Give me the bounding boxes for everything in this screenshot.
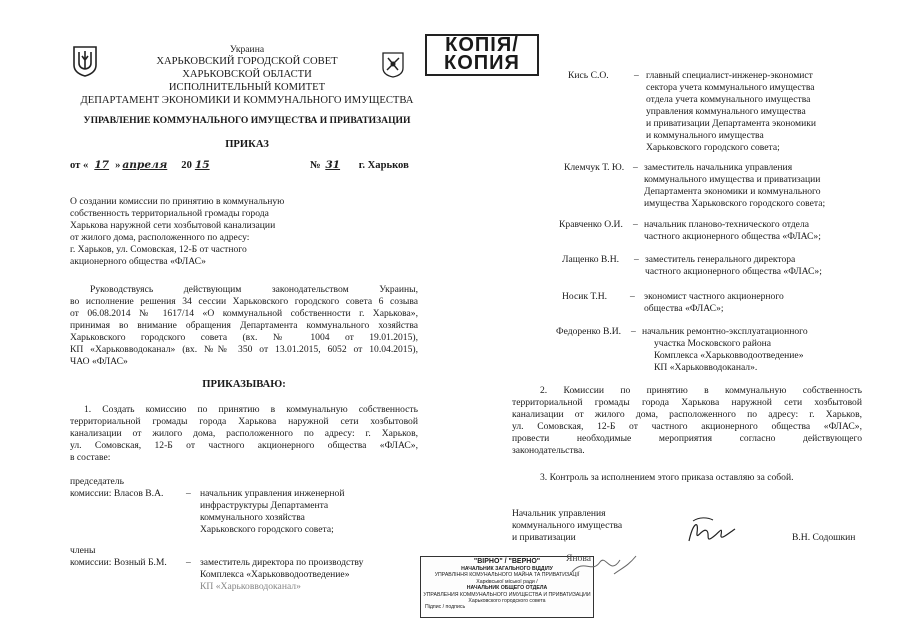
certify-stamp-line: НАЧАЛЬНИК ЗАГАЛЬНОГО ВІДДІЛУ (461, 566, 553, 572)
certify-stamp-line: "ВІРНО" / "ВЕРНО" (473, 558, 541, 565)
date-from: от « (70, 160, 89, 171)
header-country: Украина (229, 44, 265, 55)
item-2-line: ул. Сомовская, 12-Б от частного акционерного общества «ФЛАС», (512, 421, 862, 432)
member-dash: – (634, 70, 639, 81)
member-position-line: и коммунального имущества (646, 130, 764, 141)
header-department: ДЕПАРТАМЕНТ ЭКОНОМИКИ И КОММУНАЛЬНОГО ИМУЩЕСТВА (80, 95, 414, 106)
signature-title-line: и приватизации (512, 532, 576, 543)
header-office: УПРАВЛЕНИЕ КОММУНАЛЬНОГО ИМУЩЕСТВА И ПРИВАТИЗАЦИИ (83, 115, 411, 126)
preamble-line: от 06.08.2014 № 1617/14 «О коммунальной собственности г. Харькова», (70, 308, 418, 319)
date-line (70, 159, 213, 172)
preamble-line: во исполнение решения 34 сессии Харьковского городского совета 6 созыва (70, 296, 418, 307)
member-position-line: сектора учета коммунального имущества (646, 82, 815, 93)
member-name: Федоренко В.И. (556, 326, 622, 337)
member-position-line: управления коммунального имущества (646, 106, 806, 117)
subject-line: от жилого дома, расположенного по адресу: (70, 232, 250, 243)
number-value: 31 (325, 159, 341, 171)
member-position-line: частного акционерного общества «ФЛАС»; (644, 231, 821, 242)
member-position (200, 557, 363, 593)
item-2 (512, 385, 862, 457)
preamble-line: принимая во внимание обращения Департамента коммунального хозяйства (70, 320, 418, 331)
doc-type: ПРИКАЗ (225, 139, 269, 150)
order-number (310, 159, 409, 172)
handwritten-signature-icon (683, 515, 743, 549)
item-1-line: 1. Создать комиссию по принятию в коммунальную собственность (84, 404, 418, 415)
signatory-name: В.Н. Содошкин (792, 532, 856, 543)
order-heading: ПРИКАЗЫВАЮ: (202, 379, 286, 390)
subject-line: Харькова наружной сети хозбытовой канализации (70, 220, 276, 231)
member-dash: – (633, 162, 638, 173)
member-position-line: начальник планово-технического отдела (644, 219, 809, 230)
preamble-line: Харьковского городского совета (вх. № 1004 от 19.01.2015), (70, 332, 418, 343)
chair-position-line: начальник управления инженерной (200, 488, 345, 499)
member-position-line: Комплекса «Харьковводоотведение» (200, 569, 350, 580)
item-1-line: в составе: (70, 452, 111, 463)
member-name: Кись С.О. (568, 70, 609, 81)
item-2-line: провести необходимые мероприятия согласно действующего (512, 433, 862, 444)
members-label: члены (70, 545, 96, 556)
member-position-line: заместитель начальника управления (644, 162, 793, 173)
member-dash: – (633, 219, 638, 230)
member-position-line: заместитель генерального директора (645, 254, 796, 265)
subject-block (70, 196, 284, 268)
member-position-line: КП «Харьковводоканал». (654, 362, 758, 373)
member-position-line: участка Московского района (654, 338, 772, 349)
member-position-line: заместитель директора по производству (200, 557, 364, 568)
member-name: Клемчук Т. Ю. (564, 162, 625, 173)
member-position-line: КП «Харьковводоканал» (200, 581, 301, 592)
certify-signature-icon (570, 552, 640, 578)
member-position-line: общества «ФЛАС»; (644, 303, 724, 314)
certify-stamp-line: УПРАВЛІННЯ КОМУНАЛЬНОГО МАЙНА ТА ПРИВАТИЗАЦІЇ (434, 572, 580, 579)
member-name: Кравченко О.И. (559, 219, 623, 230)
member-position-line: отдела учета коммунального имущества (646, 94, 811, 105)
certify-stamp-line: НАЧАЛЬНИК ОБЩЕГО ОТДЕЛА (466, 585, 548, 592)
subject-line: О создании комиссии по принятию в коммунальную (70, 196, 285, 207)
subject-line: г. Харьков, ул. Сомовская, 12-Б от частного (70, 244, 247, 255)
chair-dash: – (186, 488, 191, 499)
chair-position-line: коммунального хозяйства (200, 512, 305, 523)
member-dash: – (631, 326, 636, 337)
item-1 (70, 404, 418, 464)
member-dash: – (634, 254, 639, 265)
header-region: ХАРЬКОВСКОЙ ОБЛАСТИ (182, 69, 312, 80)
preamble-line: ЧАО «ФЛАС» (70, 356, 128, 367)
date-year-suffix: 15 (194, 159, 210, 171)
copy-stamp-line1: КОПІЯ/ (445, 34, 519, 56)
certify-stamp (420, 556, 594, 618)
member-name: комиссии: Возный Б.М. (70, 557, 167, 568)
member-dash: – (186, 557, 191, 568)
header-council: ХАРЬКОВСКИЙ ГОРОДСКОЙ СОВЕТ (156, 56, 338, 67)
member-name: Лащенко В.Н. (562, 254, 620, 265)
chair-position-line: Харьковского городского совета; (200, 524, 334, 535)
member-position-line: и приватизации Департамента экономики (646, 118, 817, 129)
member-position-line: Департамента экономики и коммунального (644, 186, 821, 197)
member-position-line: главный специалист-инженер-экономист (646, 70, 813, 81)
copy-stamp-line2: КОПИЯ (444, 52, 520, 74)
certify-stamp-line: УПРАВЛЕНИЯ КОММУНАЛЬНОГО ИМУЩЕСТВА И ПРИВАТИЗАЦИИ (423, 591, 591, 598)
certify-handwritten-name: Янова (566, 553, 591, 564)
chair-position-line: инфраструктуры Департамента (200, 500, 329, 511)
item-2-line: 2. Комиссии по принятию в коммунальную собственность (540, 385, 862, 396)
signature-title (512, 508, 622, 544)
item-2-line: территориальной громады города Харькова наружной сети хозбытовой (512, 397, 862, 408)
certify-stamp-line: Харьковского городского совета (468, 598, 546, 605)
subject-line: акционерного общества «ФЛАС» (70, 256, 206, 267)
member-position-line: частного акционерного общества «ФЛАС»; (645, 266, 822, 277)
chair-name: комиссии: Власов В.А. (70, 488, 164, 499)
date-day: 17 (94, 159, 110, 171)
subject-line: собственность территориальной громады города (70, 208, 269, 219)
member-position-line: экономист частного акционерного (644, 291, 784, 302)
date-year-prefix: 20 (181, 160, 192, 171)
certify-stamp-line: Підпис / подпись (425, 604, 466, 611)
city: г. Харьков (358, 160, 409, 171)
member-position-line: Комплекса «Харьковводоотведение» (654, 350, 804, 361)
date-month: апреля (122, 159, 168, 171)
certify-stamp-line: Харківської міської ради / (476, 578, 538, 585)
chair-position (200, 488, 344, 536)
date-sep: » (115, 160, 121, 171)
chair-label: председатель (70, 476, 124, 487)
member-position-line: коммунального имущества и приватизации (644, 174, 821, 185)
member-position-line: начальник ремонтно-эксплуатационного (642, 326, 808, 337)
item-1-line: ул. Сомовская, 12-Б от частного акционерного общества «ФЛАС», (70, 440, 418, 451)
item-2-line: канализации от жилого дома, расположенного по адресу: г. Харьков, (512, 409, 862, 420)
signature-title-line: Начальник управления (512, 508, 606, 519)
item-1-line: территориальной громады города Харькова наружной сети хозбытовой (70, 416, 418, 427)
item-3: 3. Контроль за исполнением этого приказа оставляю за собой. (540, 472, 794, 483)
preamble (70, 284, 418, 368)
member-position-line: Харьковского городского совета; (646, 142, 780, 153)
item-2-line: законодательства. (512, 445, 585, 456)
header-committee: ИСПОЛНИТЕЛЬНЫЙ КОМИТЕТ (168, 82, 326, 93)
member-dash: – (630, 291, 635, 302)
item-1-line: канализации от жилого дома, расположенного по адресу: г. Харьков, (70, 428, 418, 439)
signature-title-line: коммунального имущества (512, 520, 623, 531)
member-position-line: имущества Харьковского городского совета; (644, 198, 826, 209)
preamble-line: Руководствуясь действующим законодательством Украины, (90, 284, 418, 295)
preamble-line: КП «Харьковводоканал» (вх. №№ 350 от 13.01.2015, 6052 от 10.04.2015), (70, 344, 418, 355)
number-label: № (310, 160, 321, 171)
copy-stamp (425, 34, 539, 76)
member-name: Носик Т.Н. (562, 291, 608, 302)
